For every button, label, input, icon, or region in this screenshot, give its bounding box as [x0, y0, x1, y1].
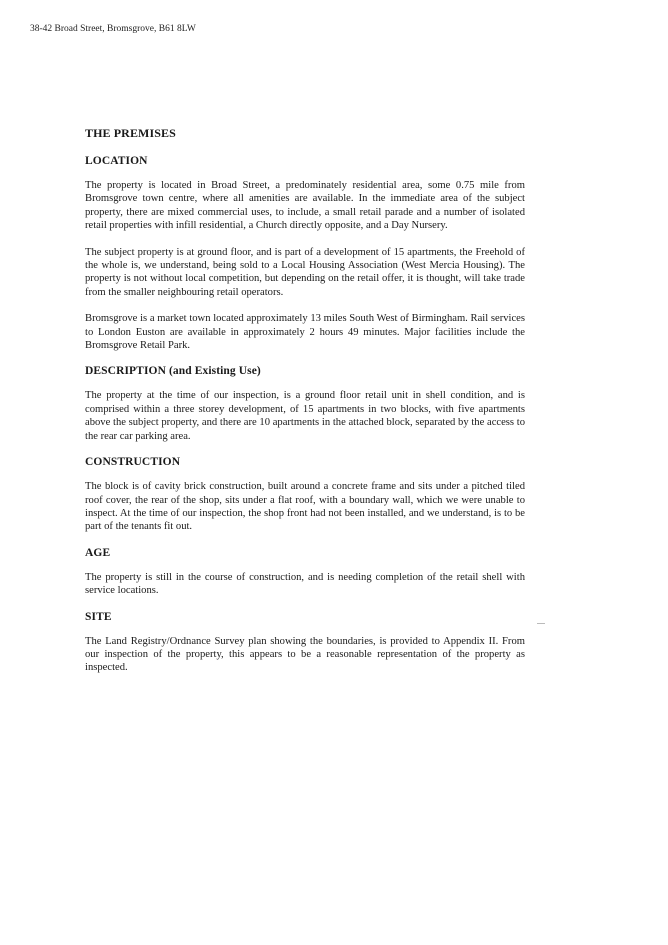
- section-heading: DESCRIPTION (and Existing Use): [85, 365, 261, 378]
- section-age: [85, 547, 525, 598]
- section-site: [85, 611, 525, 675]
- section-paragraph: The block is of cavity brick construction, built around a concrete frame and sits under a pitched tiled roof cover, the rear of the shop, sits under a flat roof, with a boundary wall, which we were unable to inspect. At the time of our inspection, the shop front had not been installed, and we understand, is to be part of the tenants fit out.: [85, 481, 525, 533]
- section-heading: AGE: [85, 546, 111, 559]
- document-body: [85, 126, 525, 688]
- section-paragraph: The property at the time of our inspection, is a ground floor retail unit in shell condition, and is comprised within a three storey development, of 15 apartments in two blocks, with five apartments above the subject property, and there are 10 apartments in the attached block, separated by the access to the rear car parking area.: [85, 390, 525, 442]
- section-heading: LOCATION: [85, 155, 148, 167]
- section-paragraph: The subject property is at ground floor, and is part of a development of 15 apartments, the Freehold of the whole is, we understand, being sold to a Local Housing Association (West Mercia Housing). The property is not without local competition, but depending on the retail offer, it is thought, will take trade from the smaller neighbouring retail operators.: [85, 246, 525, 298]
- section-paragraph: Bromsgrove is a market town located approximately 13 miles South West of Birmingham. Rail services to London Euston are available in approximately 2 hours 49 minutes. Major facilities include the Bromsgrove Retail Park.: [85, 313, 525, 352]
- section-construction: [85, 456, 525, 534]
- section-paragraph: The property is still in the course of construction, and is needing completion of the retail shell with service locations.: [85, 571, 525, 597]
- section-paragraph: The property is located in Broad Street, a predominately residential area, some 0.75 mile from Bromsgrove town centre, where all amenities are available. In the immediate area of the subject property, there are mixed commercial uses, to include, a small retail parade and a number of isolated retail properties with infill residential, a Church directly opposite, and a Day Nursery.: [85, 180, 525, 232]
- section-heading: SITE: [85, 610, 112, 623]
- document-title: THE PREMISES: [85, 126, 176, 140]
- header-address: 38-42 Broad Street, Bromsgrove, B61 8LW: [30, 24, 196, 34]
- section-location: [85, 155, 525, 352]
- section-description: [85, 365, 525, 443]
- section-heading: CONSTRUCTION: [85, 456, 181, 469]
- scan-mark: [537, 623, 545, 624]
- section-paragraph: The Land Registry/Ordnance Survey plan showing the boundaries, is provided to Appendix II. From our inspection of the property, this appears to be a reasonable representation of the property as inspected.: [85, 635, 525, 674]
